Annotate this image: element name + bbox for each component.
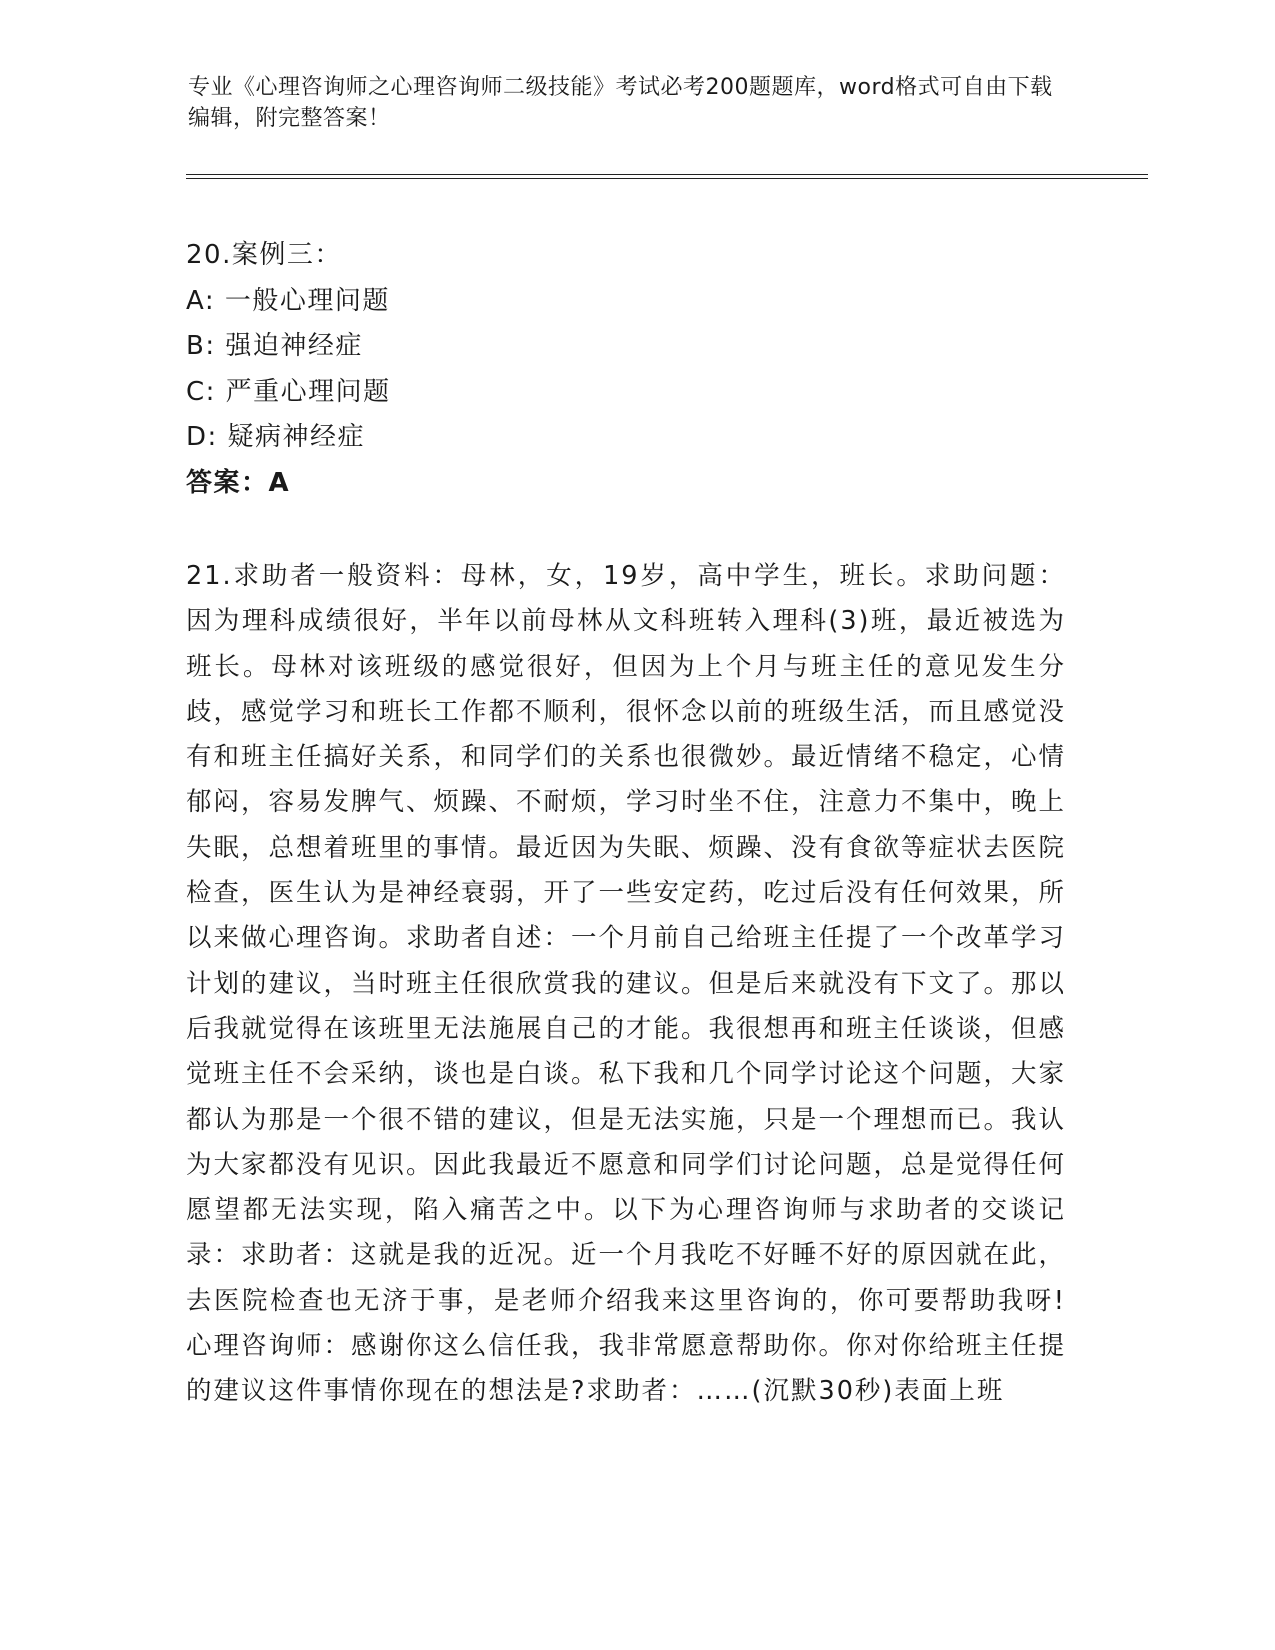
question-text: 21.求助者一般资料：母林，女，19岁，高中学生，班长。求助问题：因为理科成绩很好，半年以前母林从文科班转入理科(3)班，最近被选为班长。母林对该班级的感觉很好，但因为上个月与班主任的意见发生分歧，感觉学习和班长工作都不顺利，很怀念以前的班级生活，而且感觉没有和班主任搞好关系，和同学们的关系也很微妙。最近情绪不稳定，心情郁闷，容易发脾气、烦躁、不耐烦，学习时坐不住，注意力不集中，晚上失眠，总想着班里的事情。最近因为失眠、烦躁、没有食欲等症状去医院检查，医生认为是神经衰弱，开了一些安定药，吃过后没有任何效果，所以来做心理咨询。求助者自述：一个月前自己给班主任提了一个改革学习计划的建议，当时班主任很欣赏我的建议。但是后来就没有下文了。那以后我就觉得在该班里无法施展自己的才能。我很想再和班主任谈谈，但感觉班主任不会采纳，谈也是白谈。私下我和几个同学讨论这个问题，大家都认为那是一个很不错的建议，但是无法实施，只是一个理想而已。我认为大家都没有见识。因此我最近不愿意和同学们讨论问题，总是觉得任何愿望都无法实现，陷入痛苦之中。以下为心理咨询师与求助者的交谈记录：求助者：这就是我的近况。近一个月我吃不好睡不好的原因就在此，去医院检查也无济于事，是老师介绍我来这里咨询的，你可要帮助我呀!心理咨询师：感谢你这么信任我，我非常愿意帮助你。你对你给班主任提的建议这件事情你现在的想法是?求助者：……(沉默30秒)表面上班 [186, 561, 1067, 1407]
header-divider [186, 174, 1148, 179]
answer: 答案：A [186, 467, 291, 498]
header-text: 专业《心理咨询师之心理咨询师二级技能》考试必考200题题库，word格式可自由下载编辑，附完整答案！ [188, 75, 1053, 131]
page-header [188, 72, 1068, 134]
option-b: B: 强迫神经症 [186, 331, 363, 361]
option-c: C: 严重心理问题 [186, 376, 391, 407]
question-title: 20.案例三： [186, 240, 342, 270]
option-d: D: 疑病神经症 [186, 422, 366, 452]
question-21 [186, 554, 1066, 1415]
question-20 [186, 233, 1066, 506]
option-a: A: 一般心理问题 [186, 285, 390, 316]
